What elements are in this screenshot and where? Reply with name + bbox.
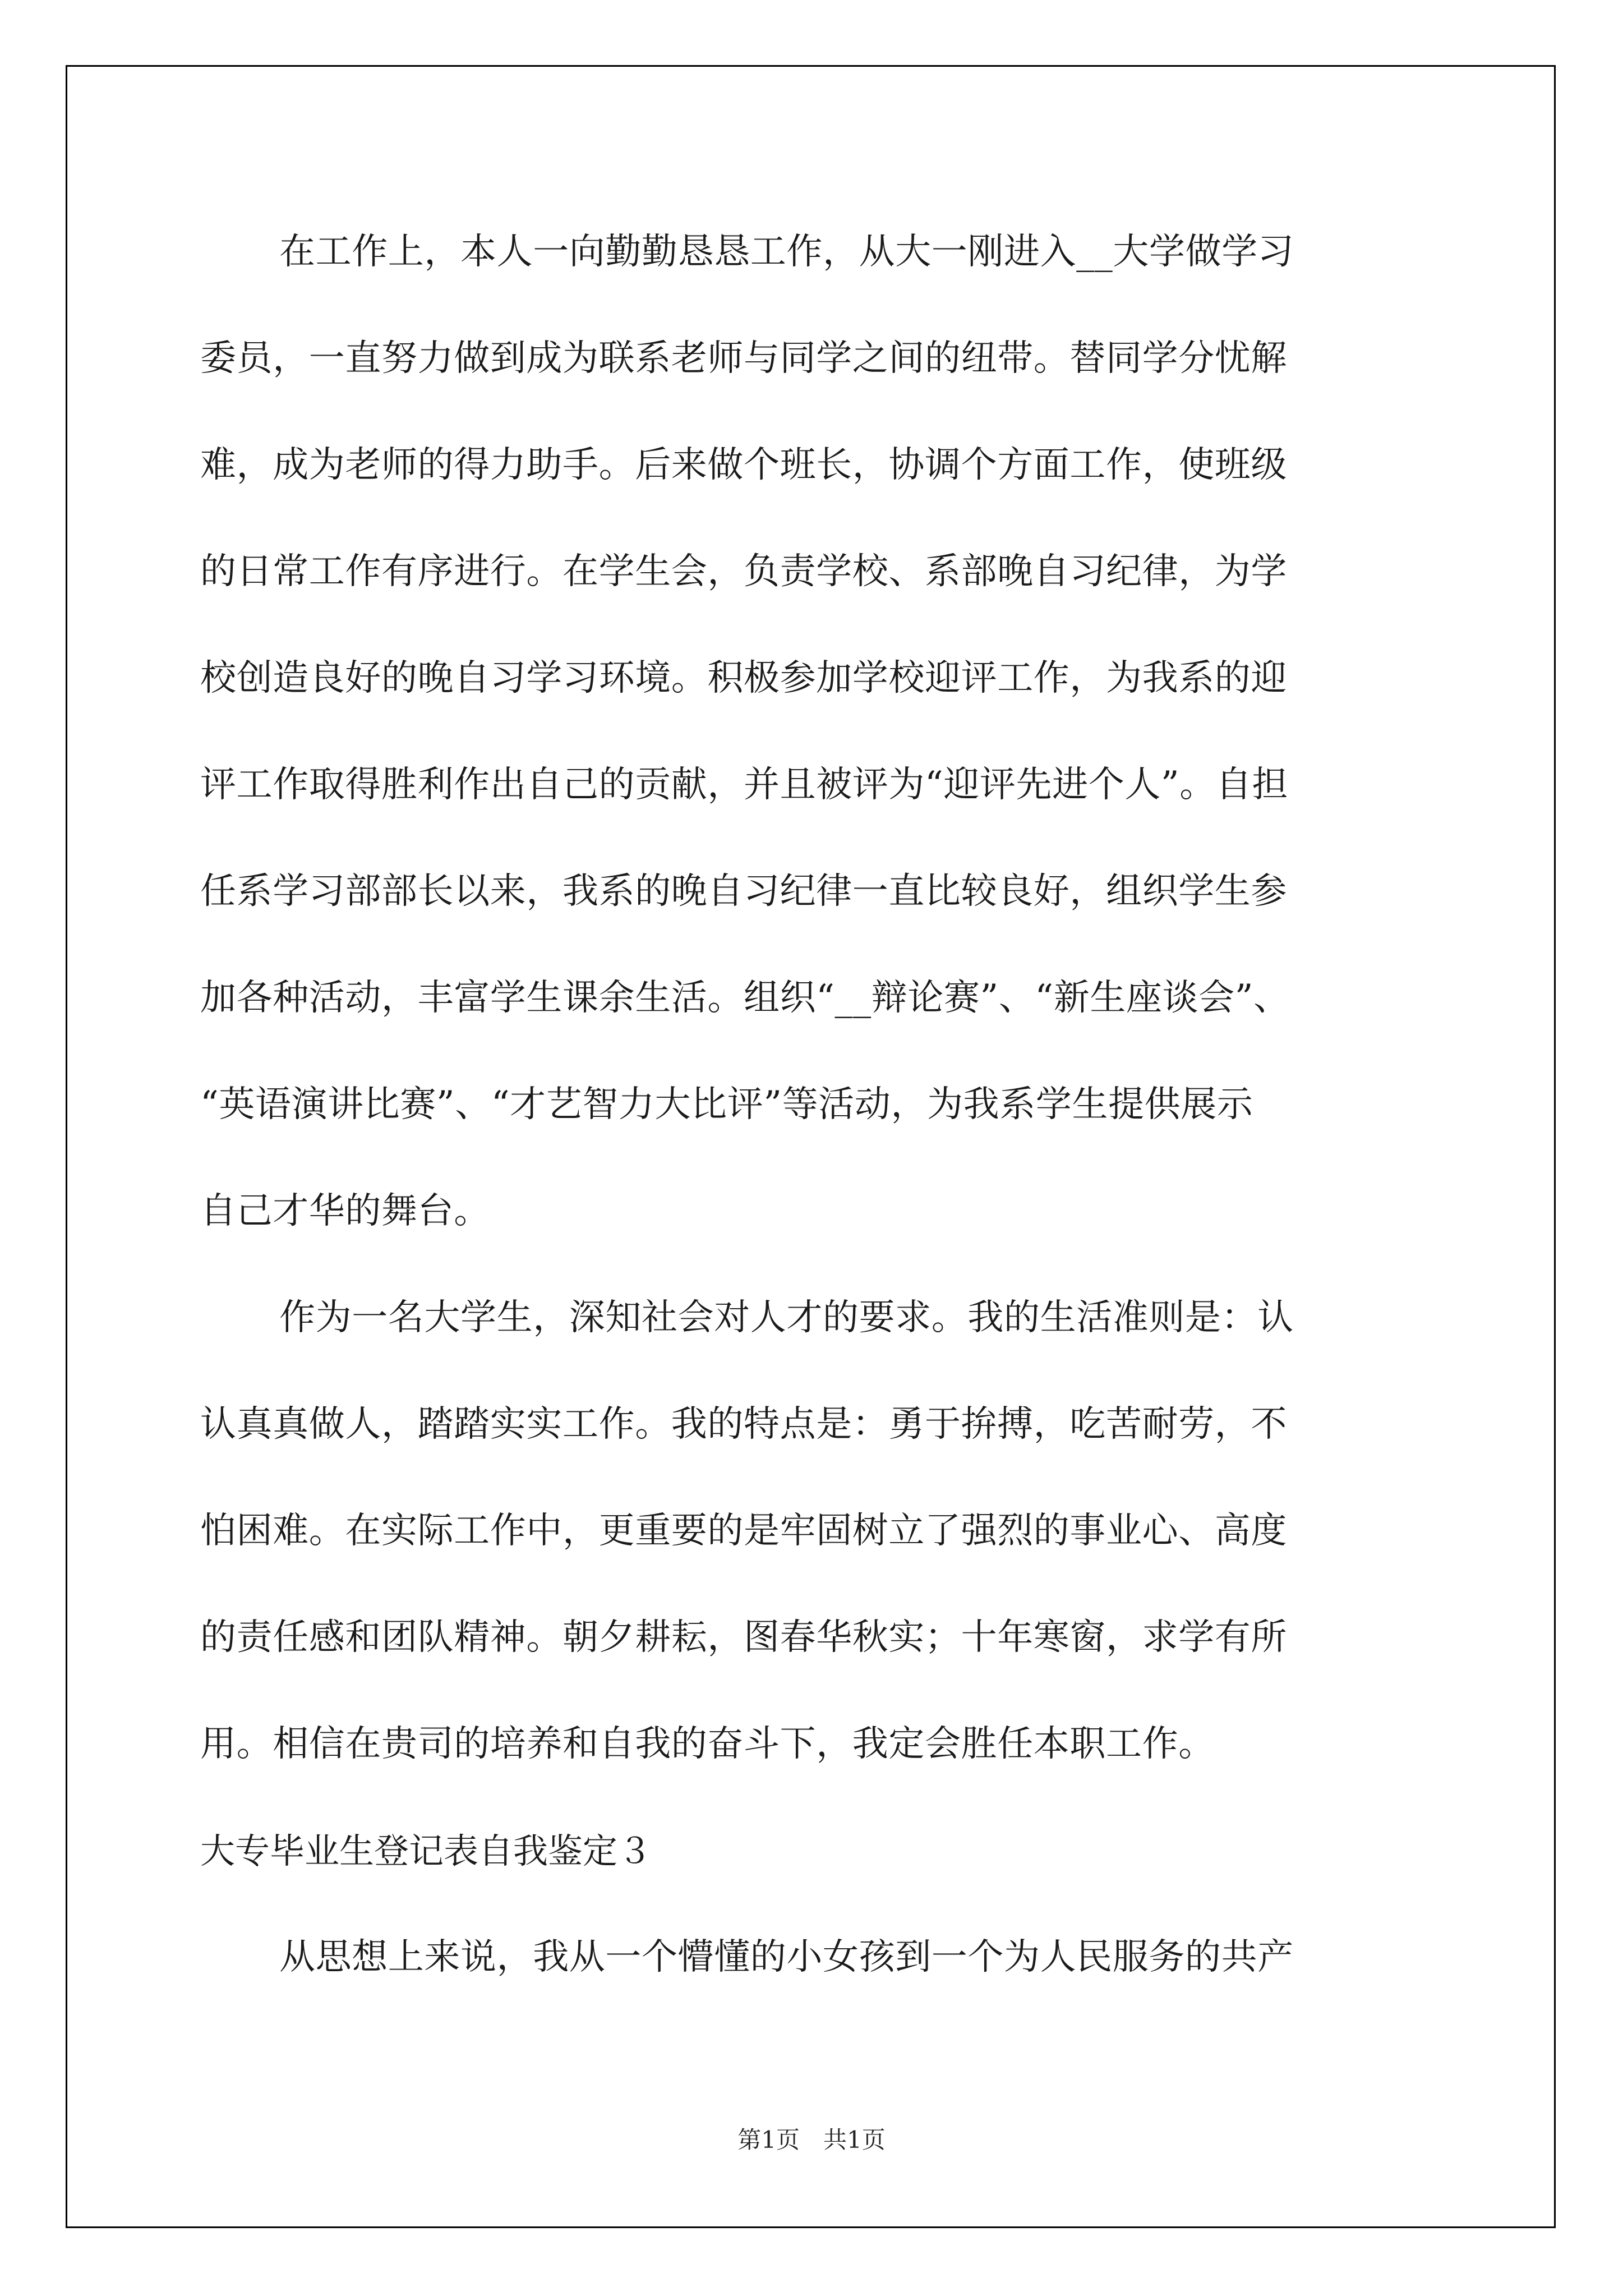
paragraph-line: 的日常工作有序进行。在学生会，负责学校、系部晚自习纪律，为学	[200, 551, 1287, 592]
page-footer: 第1页 共1页	[737, 2126, 886, 2154]
paragraph-line: 的责任感和团队精神。朝夕耕耘，图春华秋实；十年寒窗，求学有所	[200, 1617, 1287, 1658]
section-heading: 大专毕业生登记表自我鉴定３	[200, 1830, 653, 1871]
paragraph-line: “英语演讲比赛”、“才艺智力大比评”等活动，为我系学生提供展示	[200, 1084, 1253, 1125]
paragraph-3	[200, 1920, 1423, 2026]
paragraph-line: 从思想上来说，我从一个懵懂的小女孩到一个为人民服务的共产	[279, 1936, 1294, 1978]
paragraph-line: 在工作上，本人一向勤勤恳恳工作，从大一刚进入__大学做学习	[279, 231, 1294, 273]
paragraph-1	[200, 214, 1423, 1280]
paragraph-line: 评工作取得胜利作出自己的贡献，并且被评为“迎评先进个人”。自担	[200, 764, 1289, 806]
document-body	[200, 214, 1423, 2026]
paragraph-line: 加各种活动，丰富学生课余生活。组织“__辩论赛”、“新生座谈会”、	[200, 977, 1290, 1019]
paragraph-line: 作为一名大学生，深知社会对人才的要求。我的生活准则是：认	[279, 1297, 1294, 1338]
paragraph-line: 自己才华的舞台。	[200, 1190, 490, 1232]
paragraph-line: 怕困难。在实际工作中，更重要的是牢固树立了强烈的事业心、高度	[200, 1510, 1287, 1552]
paragraph-line: 任系学习部部长以来，我系的晚自习纪律一直比较良好，组织学生参	[200, 871, 1287, 912]
paragraph-line: 认真真做人，踏踏实实工作。我的特点是：勇于拚搏，吃苦耐劳，不	[200, 1404, 1287, 1445]
paragraph-line: 难，成为老师的得力助手。后来做个班长，协调个方面工作，使班级	[200, 444, 1287, 486]
paragraph-line: 用。相信在贵司的培养和自我的奋斗下，我定会胜任本职工作。	[200, 1723, 1215, 1765]
paragraph-2	[200, 1280, 1423, 1813]
paragraph-line: 委员，一直努力做到成为联系老师与同学之间的纽带。替同学分忧解	[200, 338, 1287, 379]
paragraph-line: 校创造良好的晚自习学习环境。积极参加学校迎评工作，为我系的迎	[200, 657, 1287, 699]
